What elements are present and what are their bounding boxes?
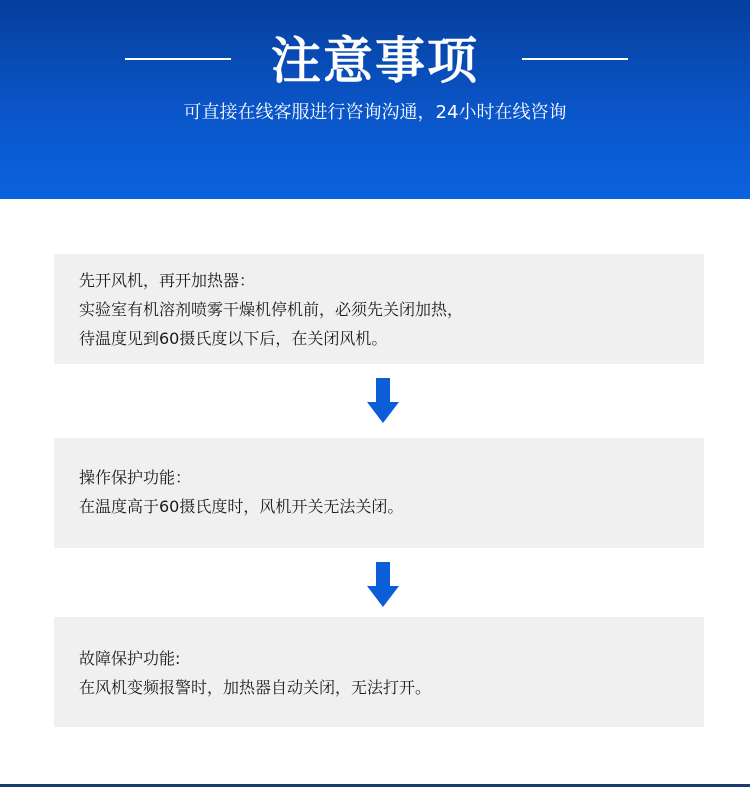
page-title: 注意事项	[271, 32, 479, 90]
down-arrow-icon	[367, 562, 399, 607]
title-row	[0, 30, 750, 92]
notice-card-text: 在风机变频报警时，加热器自动关闭，无法打开。	[79, 678, 432, 697]
down-arrow-icon	[367, 378, 399, 423]
notice-card-heading: 先开风机，再开加热器：	[79, 271, 256, 290]
notice-card-3	[54, 617, 704, 727]
page-subtitle: 可直接在线客服进行咨询沟通，24小时在线咨询	[183, 102, 567, 123]
notice-card-text: 在温度高于60摄氏度时，风机开关无法关闭。	[79, 497, 404, 516]
title-divider-right	[522, 58, 628, 60]
notice-card-2	[54, 438, 704, 548]
header-banner	[0, 0, 750, 199]
notice-card-1	[54, 254, 704, 364]
notice-card-text: 待温度见到60摄氏度以下后，在关闭风机。	[79, 329, 388, 348]
notice-card-heading: 操作保护功能：	[79, 468, 192, 487]
notice-card-heading: 故障保护功能:	[79, 649, 181, 668]
notice-card-text: 实验室有机溶剂喷雾干燥机停机前，必须先关闭加热，	[79, 300, 464, 319]
